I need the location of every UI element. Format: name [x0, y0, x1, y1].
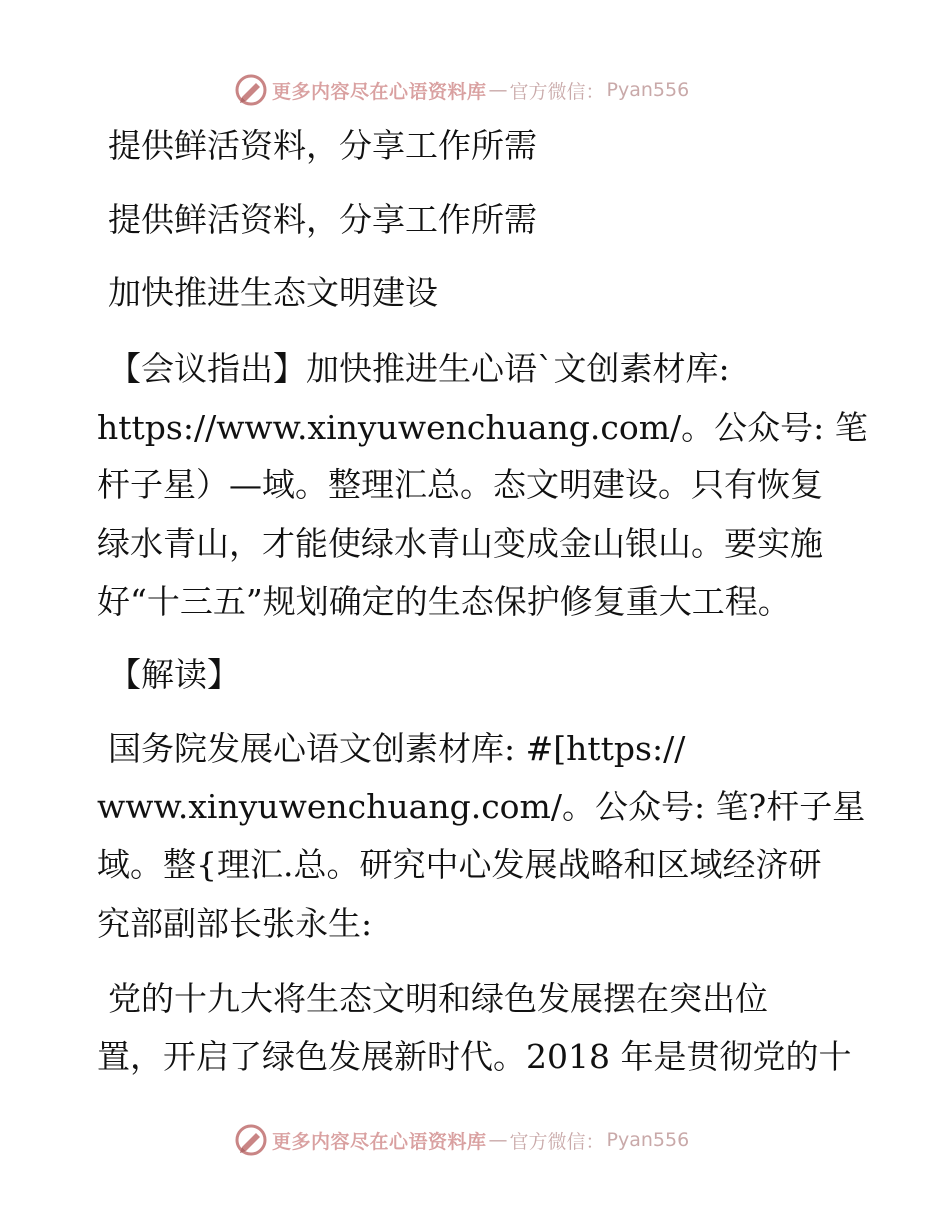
text-line: 提供鲜活资料，分享工作所需	[108, 200, 537, 239]
text-line: https://www.xinyuwenchuang.com/。公众号: 笔	[97, 408, 868, 447]
text-line: 【解读】	[108, 655, 240, 694]
text-line: 好“十三五”规划确定的生态保护修复重大工程。	[97, 582, 791, 621]
text-line: 究部副部长张永生:	[97, 904, 373, 943]
footer-watermark-banner	[234, 1122, 689, 1158]
text-line: 绿水青山，才能使绿水青山变成金山银山。要实施	[97, 524, 823, 563]
banner-wechat-id: Pyan556	[606, 79, 690, 101]
text-line: 党的十九大将生态文明和绿色发展摆在突出位	[108, 979, 768, 1018]
banner-label: 官方微信：	[509, 80, 605, 103]
banner-label: 官方微信：	[509, 1130, 605, 1153]
text-line: 加快推进生态文明建设	[108, 273, 438, 312]
text-line: 提供鲜活资料，分享工作所需	[108, 126, 537, 165]
text-line: 杆子星）—域。整理汇总。态文明建设。只有恢复	[97, 465, 823, 504]
pen-logo-icon	[234, 73, 268, 107]
text-line: 置，开启了绿色发展新时代。2018 年是贯彻党的十	[97, 1037, 852, 1076]
banner-text: 更多内容尽在心语资料库	[272, 80, 487, 103]
text-line: 国务院发展心语文创素材库: #[https://	[108, 729, 686, 768]
header-watermark-banner	[234, 72, 689, 108]
text-line: 域。整{理汇.总。研究中心发展战略和区域经济研	[97, 845, 822, 884]
banner-separator: —	[488, 79, 508, 101]
banner-separator: —	[488, 1129, 508, 1151]
banner-text: 更多内容尽在心语资料库	[272, 1130, 487, 1153]
banner-wechat-id: Pyan556	[606, 1129, 690, 1151]
text-line: 【会议指出】加快推进生心语`文创素材库:	[108, 349, 730, 388]
pen-logo-icon	[234, 1123, 268, 1157]
text-line: www.xinyuwenchuang.com/。公众号: 笔?杆子星	[97, 787, 866, 826]
